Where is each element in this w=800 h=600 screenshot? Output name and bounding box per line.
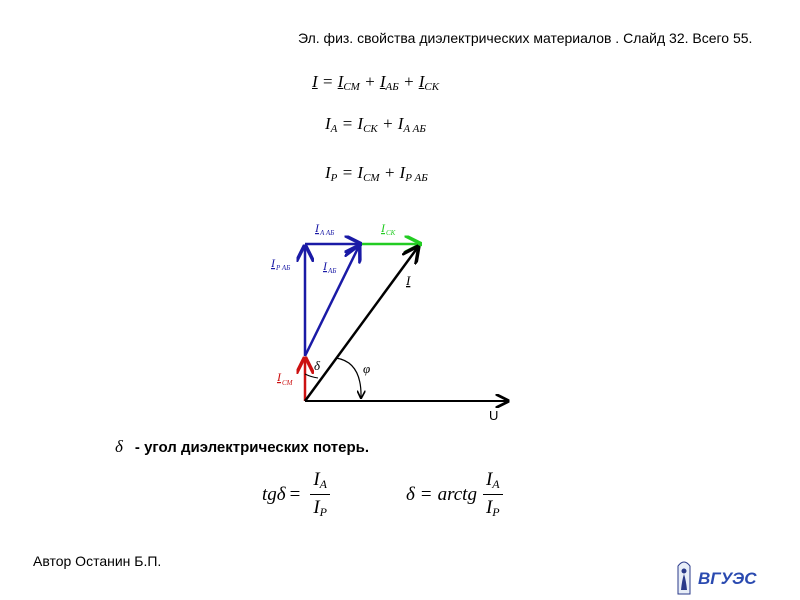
label-u: U (489, 408, 499, 423)
eq2-term2-sub: A АБ (403, 123, 426, 135)
delta-arc (305, 374, 318, 378)
formula-arctg-lhs: δ (406, 483, 415, 505)
university-emblem-icon (678, 562, 690, 594)
delta-definition (115, 437, 369, 457)
eq2-term2: I (397, 114, 404, 133)
formula-tg-den-sub: P (319, 505, 328, 519)
eq3-term2: I (399, 163, 406, 182)
eq1-term2-sub: АБ (385, 81, 399, 93)
label-i-ab: I (323, 259, 327, 273)
label-phi: φ (363, 361, 371, 376)
formula-tg-num: I (313, 469, 320, 490)
eq1-term3-sub: СК (424, 81, 440, 93)
formula-tg-den: I (313, 497, 320, 518)
eq3-lhs: I (325, 163, 331, 182)
equation-active-current: $I_A = I_{СК} + I_{A АБ}$ (325, 114, 426, 135)
label-i-pab-sub: P АБ (276, 264, 291, 272)
university-logo (676, 556, 776, 596)
formula-tg-fraction (310, 469, 330, 520)
eq2-lhs-sub: A (330, 123, 338, 135)
formula-arctg-den-sub: P (492, 505, 500, 519)
label-i-aab: I (315, 221, 319, 235)
label-i-ab-sub: АБ (328, 267, 337, 275)
equation-reactive-current: $I_P = I_{СМ} + I_{P АБ}$ (325, 163, 428, 184)
formula-arctg-func: arctg (437, 483, 477, 505)
eq2-lhs: I (325, 114, 331, 133)
label-i-cm-sub: СМ (282, 379, 293, 387)
label-i-ck-sub: СК (386, 229, 396, 237)
formula-arctg-num: I (485, 469, 493, 490)
formula-arctg-num-sub: A (492, 477, 500, 491)
slide-header: Эл. физ. свойства диэлектрических материалов . Слайд 32. Всего 55. (298, 30, 753, 46)
label-i-total: I (406, 273, 411, 288)
logo-text: ВГУЭС (698, 569, 757, 588)
author-credit: Автор Останин Б.П. (33, 553, 162, 569)
eq1-term3: I (418, 72, 425, 91)
eq3-term1: I (357, 163, 364, 182)
formula-delta-arctg: δ = arctg $\frac{I_A}{I_P}$ (406, 469, 503, 520)
label-i-ck: I (381, 221, 385, 235)
eq1-term1: I (337, 72, 344, 91)
phi-arc (336, 358, 361, 398)
eq1-term1-sub: СМ (343, 81, 360, 93)
label-i-pab: I (271, 256, 275, 270)
label-i-cm: I (277, 370, 281, 384)
eq2-term1-sub: СК (363, 123, 378, 135)
formula-tg-num-sub: A (319, 477, 328, 491)
eq3-term1-sub: СМ (363, 172, 380, 184)
eq1-term2: I (379, 72, 386, 91)
label-i-aab-sub: A АБ (320, 229, 335, 237)
eq1-lhs: I (312, 72, 318, 91)
eq2-term1: I (357, 114, 364, 133)
formula-tg-lhs: tgδ (262, 483, 286, 505)
delta-symbol: δ (115, 437, 123, 456)
formula-tg-delta: tgδ = $\frac{I_A}{I_P}$ (262, 469, 330, 520)
formula-arctg-fraction (483, 469, 503, 520)
label-delta: δ (314, 358, 321, 373)
formula-arctg-den: I (485, 497, 493, 518)
eq3-term2-sub: P АБ (405, 172, 428, 184)
delta-definition-text: - угол диэлектрических потерь. (134, 439, 370, 456)
equation-total-current: $I = I_{СМ} + I_{АБ} + I_{СК}$ (312, 72, 440, 93)
eq3-lhs-sub: P (330, 172, 338, 184)
